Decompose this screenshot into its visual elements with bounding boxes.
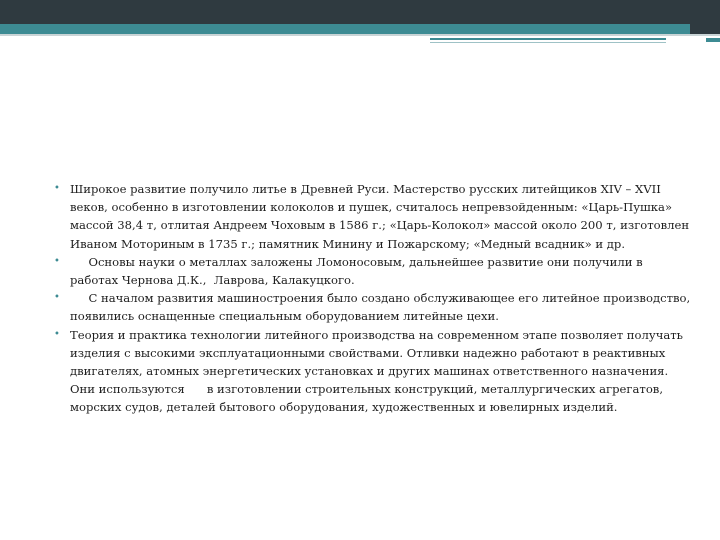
list-item-text: Основы науки о металлах заложены Ломоносовым, дальнейшее развитие они получили в работах Чернова Д.К., Лаврова, Калакуцкого. xyxy=(70,254,647,288)
header-divider xyxy=(0,34,720,36)
header-accent-line-secondary xyxy=(430,42,666,43)
list-item xyxy=(52,289,692,325)
header-accent-line xyxy=(430,38,666,40)
header-corner-block xyxy=(690,24,720,34)
bullet-marker: • xyxy=(54,183,60,194)
list-item xyxy=(52,326,692,417)
header-accent-bar xyxy=(0,24,690,34)
header-accent-corner xyxy=(706,38,720,42)
bullet-marker: • xyxy=(54,328,60,340)
bullet-marker: • xyxy=(54,292,60,304)
list-item-text: Теория и практика технологии литейного производства на современном этапе позволяет получать изделия с высокими эксплуатационными свойствами. Отливки надежно работают в реактивных двигателях, атомных энергетических установках и других машинах ответственного назначения. Они используются в изготовлении строительных конструкций, металлургических агрегатов, морских судов, деталей бытового оборудования, художественных и ювелирных изделий. xyxy=(70,327,687,415)
list-item-text: С началом развития машиностроения было создано обслуживающее его литейное производство, появились оснащенные специальным оборудованием литейные цехи. xyxy=(70,291,694,324)
list-item xyxy=(52,253,692,289)
bullet-list xyxy=(52,180,692,417)
list-item xyxy=(52,180,692,253)
header-dark-bar xyxy=(0,0,720,24)
bullet-marker: • xyxy=(54,255,60,267)
list-item-text: Широкое развитие получило литье в Древней Руси. Мастерство русских литейщиков XIV – XVII веков, особенно в изготовлении колоколов и пушек, считалось непревзойденным: «Царь-Пушка» массой 38,4 т, отлитая Андреем Чоховым в 1586 г.; «Царь-Колокол» массой около 200 т, изготовлен Иваном Моториным в 1735 г.; памятник Минину и Пожарскому; «Медный всадник» и др. xyxy=(70,182,693,251)
